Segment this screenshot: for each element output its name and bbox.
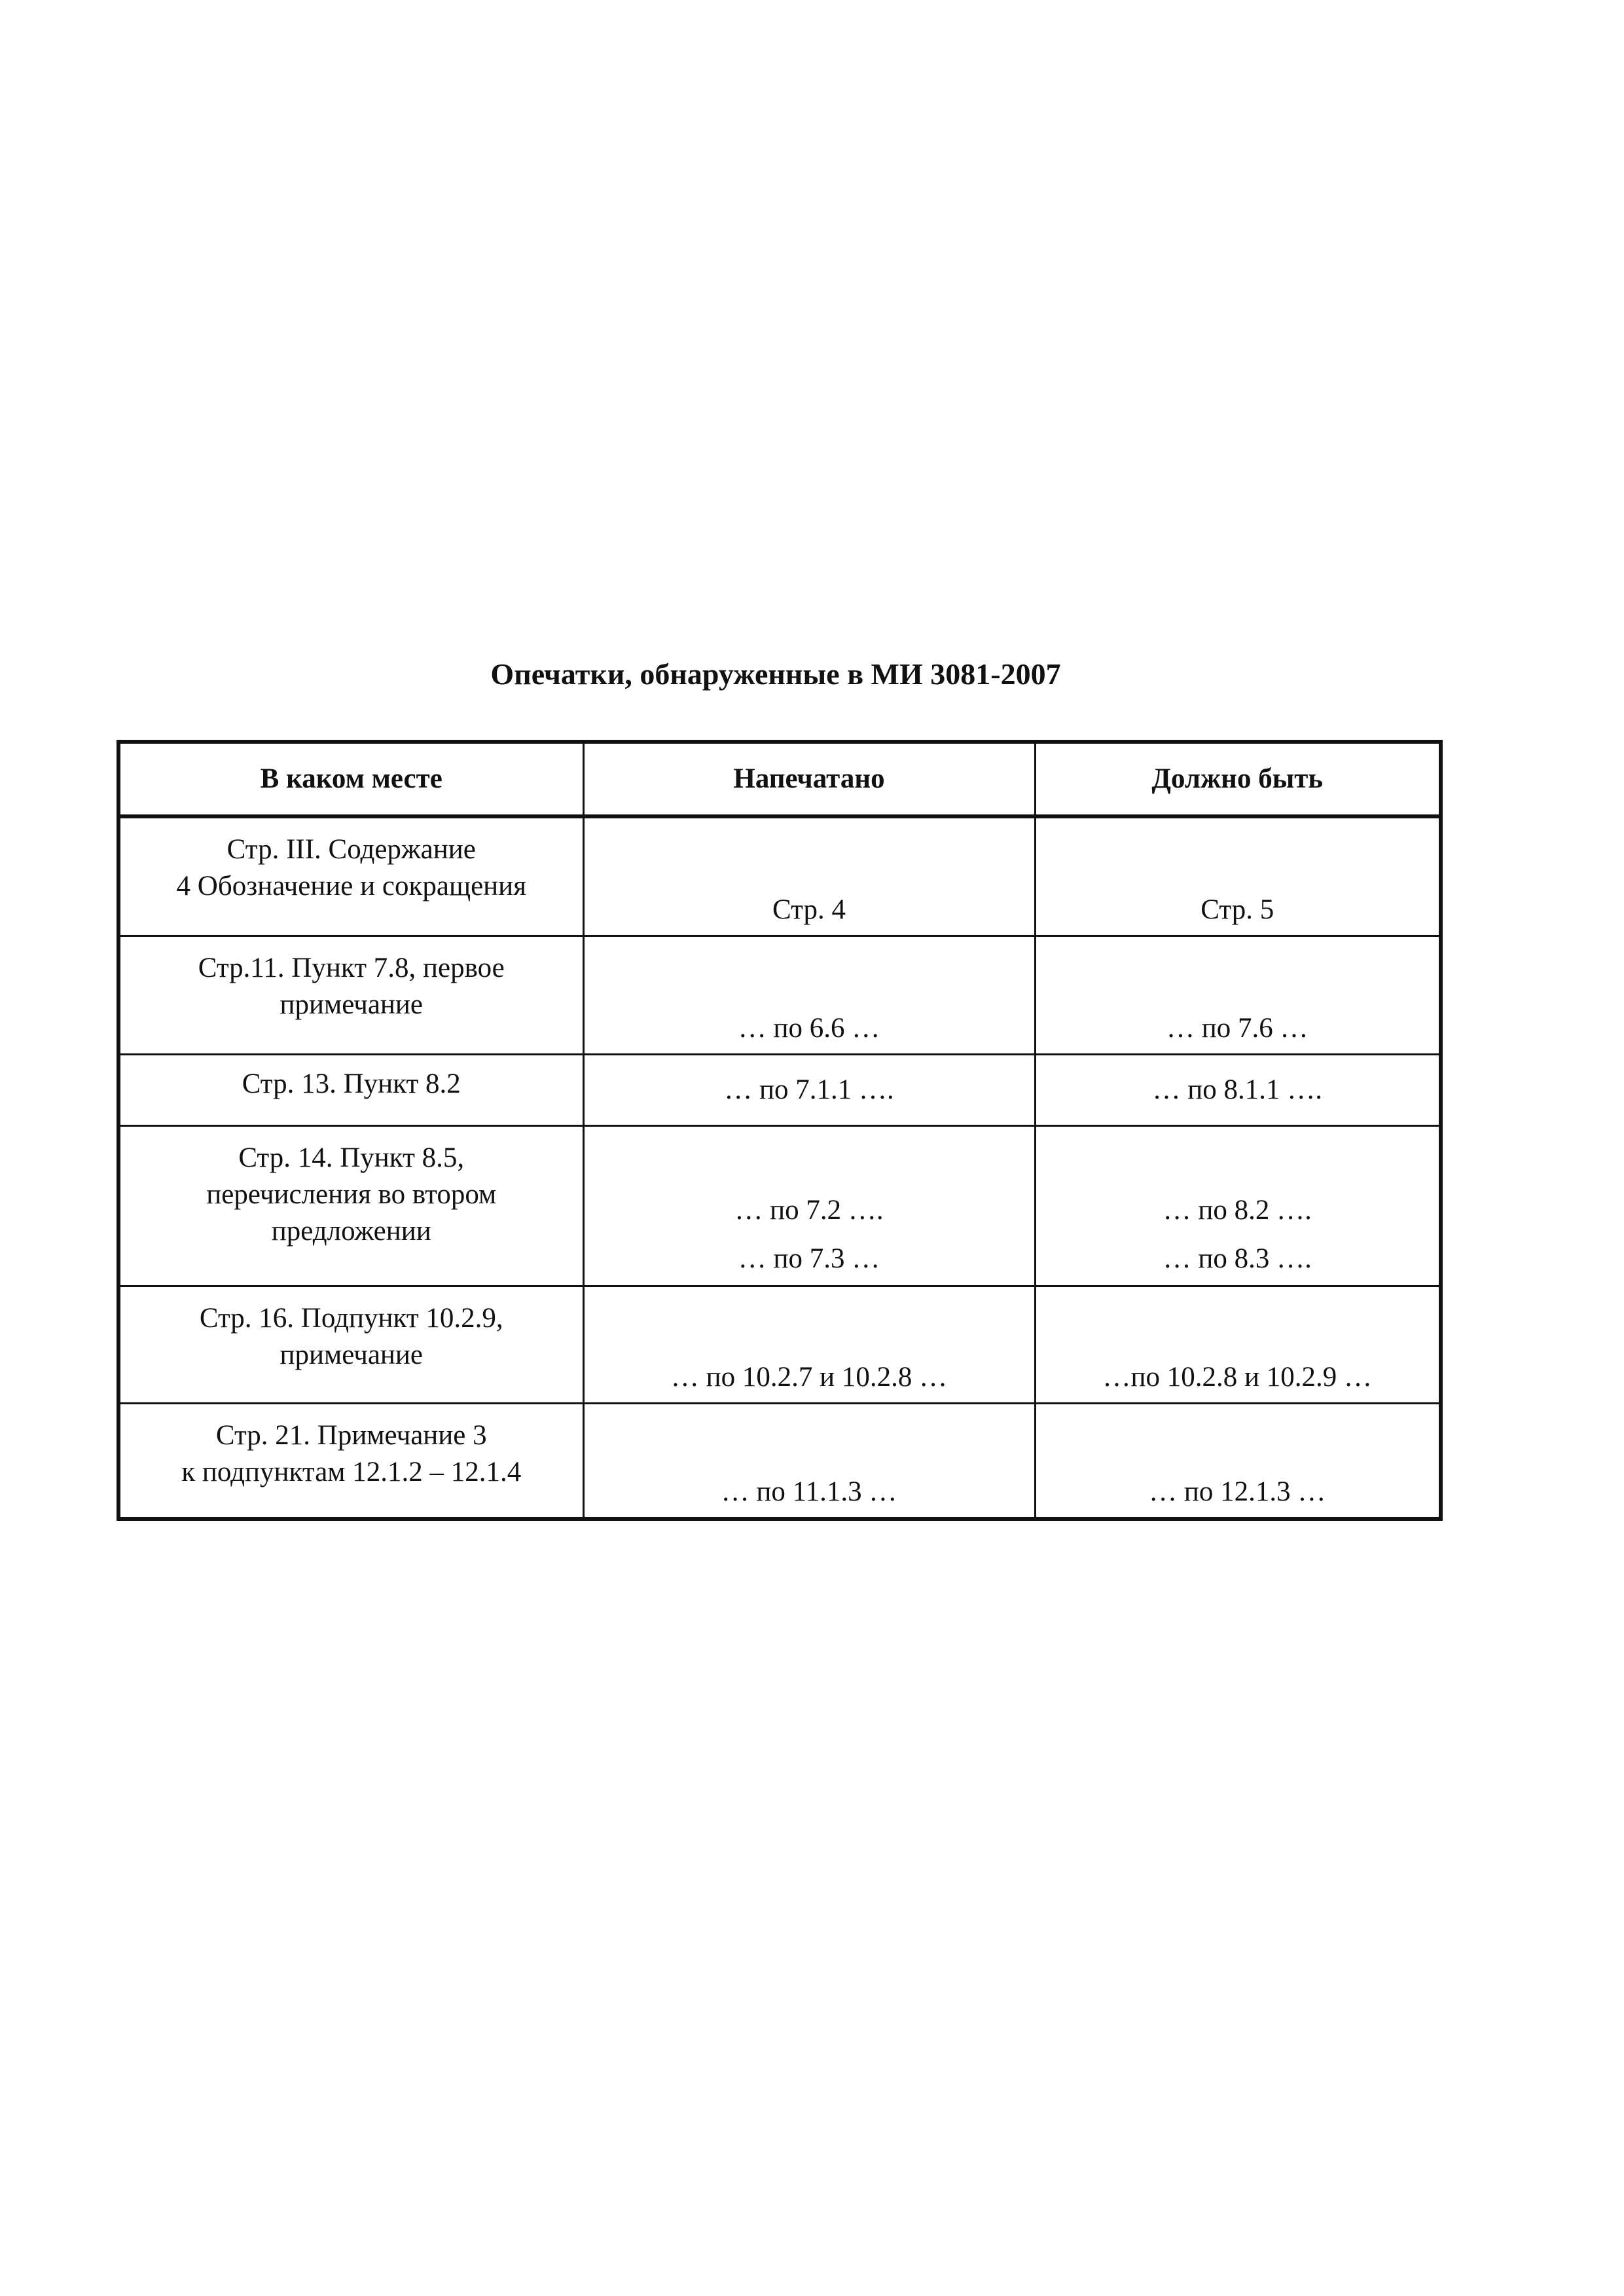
cell-text: Стр. 16. Подпункт 10.2.9, bbox=[199, 1303, 503, 1334]
cell-correct bbox=[1035, 936, 1441, 1055]
cell-text: … по 7.3 … bbox=[738, 1243, 880, 1274]
table-header-row bbox=[118, 742, 1441, 816]
cell-text: примечание bbox=[280, 989, 424, 1020]
cell-correct bbox=[1035, 1404, 1441, 1520]
cell-place bbox=[118, 1404, 583, 1520]
cell-printed bbox=[583, 1286, 1035, 1404]
cell-text: Стр. 14. Пункт 8.5, bbox=[238, 1142, 465, 1173]
cell-printed bbox=[583, 936, 1035, 1055]
cell-place bbox=[118, 936, 583, 1055]
cell-printed bbox=[583, 1404, 1035, 1520]
cell-text: Стр. 4 bbox=[772, 894, 846, 925]
cell-text: … по 7.2 …. bbox=[734, 1195, 884, 1226]
cell-text: Стр.11. Пункт 7.8, первое bbox=[198, 953, 505, 983]
cell-text: Стр. 13. Пункт 8.2 bbox=[242, 1068, 461, 1099]
errata-table bbox=[117, 740, 1443, 1521]
cell-text: … по 8.2 …. bbox=[1163, 1195, 1312, 1226]
table-row bbox=[118, 816, 1441, 936]
cell-place bbox=[118, 816, 583, 936]
cell-correct bbox=[1035, 1055, 1441, 1126]
cell-text: примечание bbox=[280, 1339, 424, 1370]
table-row bbox=[118, 936, 1441, 1055]
cell-text: … по 7.6 … bbox=[1166, 1013, 1308, 1044]
cell-text: перечисления во втором bbox=[206, 1179, 497, 1210]
cell-correct bbox=[1035, 1126, 1441, 1286]
cell-place bbox=[118, 1055, 583, 1126]
cell-text: предложении bbox=[271, 1216, 431, 1247]
table-row bbox=[118, 1286, 1441, 1404]
cell-text: … по 10.2.7 и 10.2.8 … bbox=[670, 1362, 948, 1393]
page-title: Опечатки, обнаруженные в МИ 3081-2007 bbox=[490, 657, 1061, 691]
cell-text: 4 Обозначение и сокращения bbox=[176, 871, 526, 902]
cell-text: … по 7.1.1 …. bbox=[724, 1074, 894, 1105]
cell-printed bbox=[583, 1126, 1035, 1286]
cell-text: … по 11.1.3 … bbox=[721, 1476, 897, 1507]
cell-correct bbox=[1035, 816, 1441, 936]
cell-text: Стр. 5 bbox=[1200, 894, 1274, 925]
header-place: В каком месте bbox=[118, 742, 583, 816]
cell-text: … по 6.6 … bbox=[738, 1013, 880, 1044]
cell-place bbox=[118, 1286, 583, 1404]
cell-text: … по 8.3 …. bbox=[1163, 1243, 1312, 1274]
cell-printed bbox=[583, 1055, 1035, 1126]
cell-text: к подпунктам 12.1.2 – 12.1.4 bbox=[181, 1457, 522, 1487]
cell-correct bbox=[1035, 1286, 1441, 1404]
table-row bbox=[118, 1126, 1441, 1286]
cell-text: … по 8.1.1 …. bbox=[1152, 1074, 1322, 1105]
cell-text: Стр. III. Содержание bbox=[226, 834, 476, 865]
header-correct: Должно быть bbox=[1035, 742, 1441, 816]
header-printed: Напечатано bbox=[583, 742, 1035, 816]
table-row bbox=[118, 1404, 1441, 1520]
cell-text: … по 12.1.3 … bbox=[1149, 1476, 1326, 1507]
table-row bbox=[118, 1055, 1441, 1126]
cell-text: Стр. 21. Примечание 3 bbox=[215, 1420, 487, 1451]
cell-text: …по 10.2.8 и 10.2.9 … bbox=[1102, 1362, 1373, 1393]
cell-place bbox=[118, 1126, 583, 1286]
cell-printed bbox=[583, 816, 1035, 936]
